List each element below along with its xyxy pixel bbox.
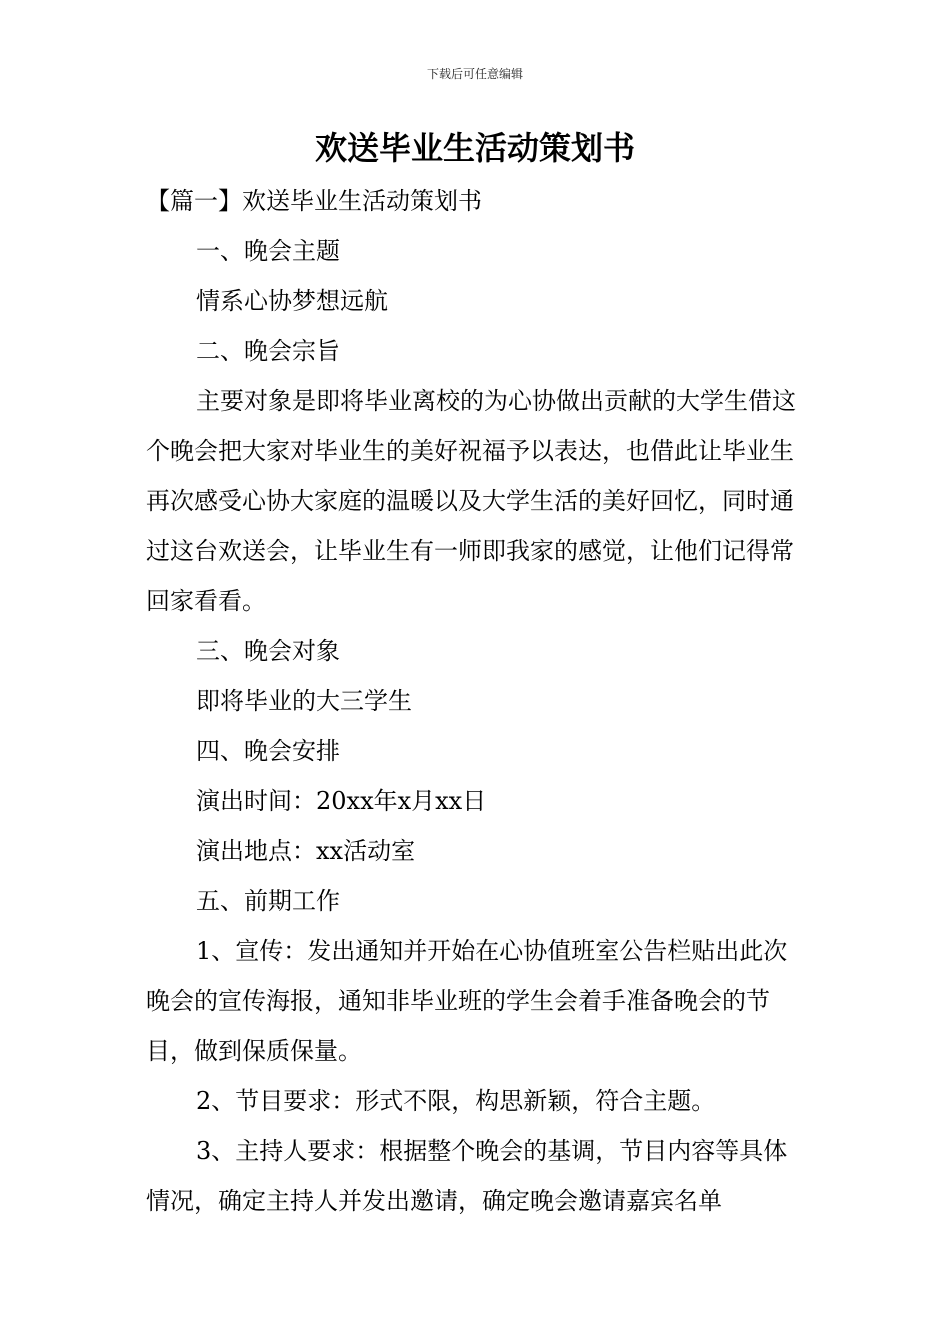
paragraph-program-requirements: 2、节目要求：形式不限，构思新颖，符合主题。 bbox=[196, 1087, 716, 1115]
document-title: 欢送毕业生活动策划书 bbox=[314, 129, 635, 167]
paragraph-heading-theme: 一、晚会主题 bbox=[196, 237, 340, 265]
paragraph-purpose-text: 主要对象是即将毕业离校的为心协做出贡献的大学生借这个晚会把大家对毕业生的美好祝福予以表达，也借此让毕业生再次感受心协大家庭的温暖以及大学生活的美好回忆，同时通过这台欢送会，让毕业生有一师即我家的感觉，让他们记得常回家看看。 bbox=[146, 387, 796, 615]
paragraph-publicity: 1、宣传：发出通知并开始在心协值班室公告栏贴出此次晚会的宣传海报，通知非毕业班的学生会着手准备晚会的节目，做到保质保量。 bbox=[146, 937, 788, 1065]
paragraph-heading-audience: 三、晚会对象 bbox=[196, 637, 340, 665]
page-header-note: 下载后可任意编辑 bbox=[426, 67, 523, 81]
paragraph-theme-text: 情系心协梦想远航 bbox=[196, 287, 388, 315]
document-body bbox=[146, 176, 806, 1226]
paragraph-heading-preparation: 五、前期工作 bbox=[196, 887, 340, 915]
paragraph-section-heading: 【篇一】欢送毕业生活动策划书 bbox=[146, 187, 482, 215]
paragraph-heading-purpose: 二、晚会宗旨 bbox=[196, 337, 340, 365]
paragraph-show-location: 演出地点：xx活动室 bbox=[196, 837, 416, 865]
paragraph-audience-text: 即将毕业的大三学生 bbox=[196, 687, 412, 715]
paragraph-show-time: 演出时间：20xx年x月xx日 bbox=[196, 787, 487, 815]
paragraph-heading-arrangement: 四、晚会安排 bbox=[196, 737, 340, 765]
paragraph-host-requirements: 3、主持人要求：根据整个晚会的基调，节目内容等具体情况，确定主持人并发出邀请，确定晚会邀请嘉宾名单 bbox=[146, 1137, 788, 1215]
